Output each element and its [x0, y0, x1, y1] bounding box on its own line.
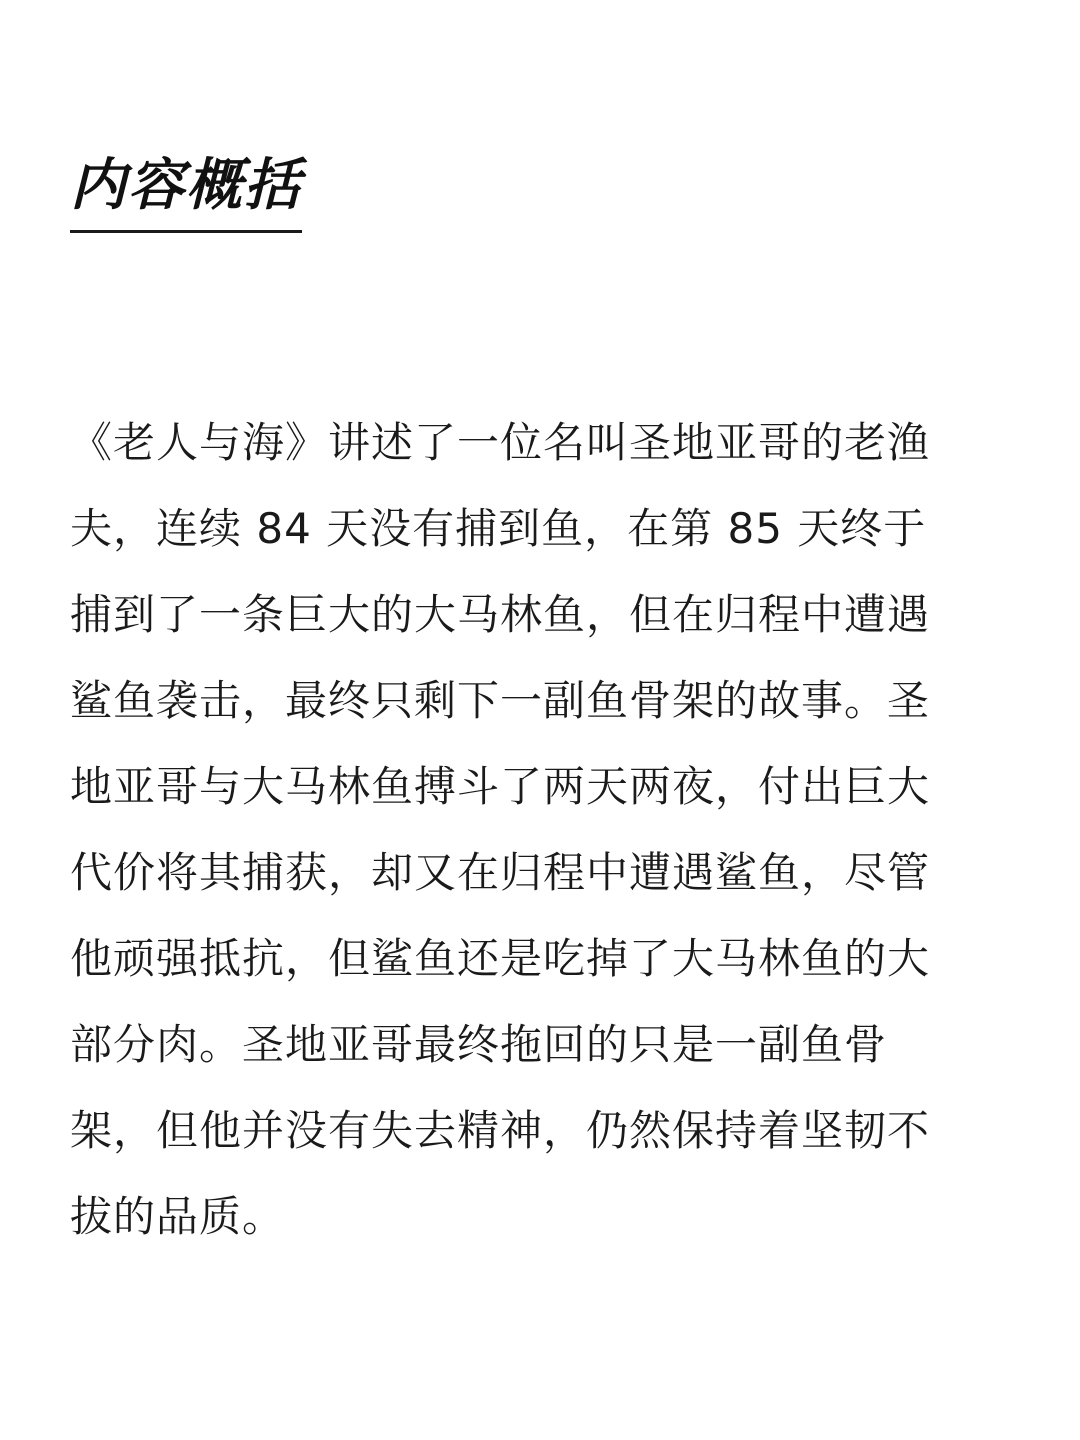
- paragraph-line: 架，但他并没有失去精神，仍然保持着坚韧不: [70, 1106, 931, 1155]
- paragraph-line: 《老人与海》讲述了一位名叫圣地亚哥的老渔: [70, 418, 931, 467]
- paragraph-line: 部分肉。圣地亚哥最终拖回的只是一副鱼骨: [70, 1020, 888, 1069]
- paragraph-line: 夫，连续 84 天没有捕到鱼，在第 85 天终于: [70, 504, 927, 553]
- paragraph-line: 鲨鱼袭击，最终只剩下一副鱼骨架的故事。圣: [70, 676, 931, 725]
- paragraph-line: 地亚哥与大马林鱼搏斗了两天两夜，付出巨大: [70, 762, 931, 811]
- paragraph-line: 他顽强抵抗，但鲨鱼还是吃掉了大马林鱼的大: [70, 934, 931, 983]
- heading-block: [70, 150, 302, 233]
- summary-paragraph: [70, 400, 1010, 1260]
- paragraph-line: 捕到了一条巨大的大马林鱼，但在归程中遭遇: [70, 590, 931, 639]
- paragraph-line: 代价将其捕获，却又在归程中遭遇鲨鱼，尽管: [70, 848, 931, 897]
- paragraph-line: 拔的品质。: [70, 1192, 286, 1241]
- page-title: 内容概括: [70, 153, 302, 218]
